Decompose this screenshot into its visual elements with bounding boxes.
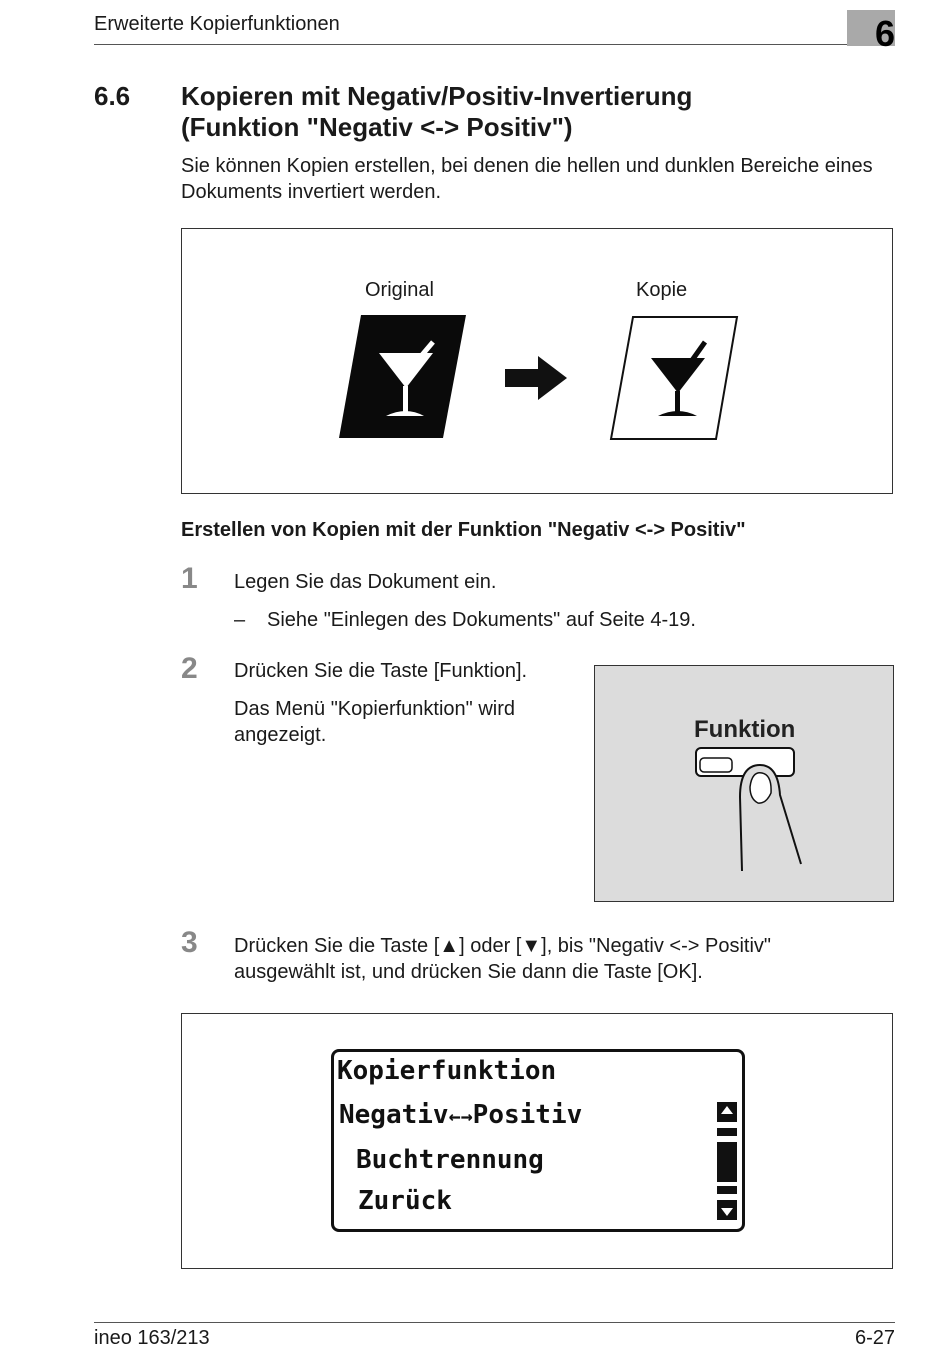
header-rule — [94, 44, 847, 45]
scroll-track-segment — [717, 1186, 737, 1194]
invert-illustration — [181, 228, 893, 494]
section-number: 6.6 — [94, 81, 131, 111]
bullet-dash: – — [234, 609, 246, 631]
function-key-illustration — [594, 665, 894, 902]
footer-model: ineo 163/213 — [94, 1327, 210, 1349]
step-number: 3 — [181, 926, 198, 959]
scroll-thumb — [717, 1142, 737, 1182]
copy-page-icon — [611, 317, 737, 439]
arrow-right-icon — [505, 356, 567, 400]
step-text: Drücken Sie die Taste [Funktion]. — [234, 660, 528, 682]
footer-rule — [94, 1322, 895, 1323]
original-label: Original — [365, 279, 434, 301]
lcd-item-right: Positiv — [472, 1100, 583, 1130]
step-result: Das Menü "Kopierfunktion" wird angezeigt. — [234, 698, 515, 746]
step-text: Legen Sie das Dokument ein. — [234, 571, 497, 593]
function-key-label: Funktion — [694, 716, 796, 743]
lcd-menu-title: Kopierfunktion — [337, 1056, 557, 1086]
lcd-double-arrow-icon: ←→ — [448, 1104, 473, 1128]
step-reference: Siehe "Einlegen des Dokuments" auf Seite 4-19. — [267, 609, 696, 631]
section-title-line2: (Funktion "Negativ <-> Positiv") — [181, 112, 573, 142]
scroll-down-icon — [717, 1200, 737, 1220]
lcd-menu-item: Zurück — [358, 1186, 452, 1216]
lcd-menu-item: Buchtrennung — [356, 1145, 544, 1175]
page-number: 6-27 — [854, 1327, 895, 1349]
original-page-icon — [339, 315, 466, 438]
step-text: Drücken Sie die Taste [▲] oder [▼], bis "Negativ <-> Positiv" ausgewählt ist, und drücken Sie dann die Taste [OK]. — [234, 935, 771, 983]
copy-label: Kopie — [636, 279, 688, 301]
section-title-line1: Kopieren mit Negativ/Positiv-Invertierung — [181, 81, 693, 111]
scroll-up-icon — [717, 1102, 737, 1122]
step-number: 1 — [181, 562, 198, 595]
intro-paragraph: Sie können Kopien erstellen, bei denen die hellen und dunklen Bereiche eines Dokuments invertiert werden. — [181, 155, 873, 203]
lcd-scrollbar — [715, 1100, 739, 1224]
lcd-menu-item-selected — [339, 1100, 582, 1130]
step-number: 2 — [181, 652, 198, 685]
lcd-item-left: Negativ — [339, 1100, 449, 1130]
procedure-heading: Erstellen von Kopien mit der Funktion "Negativ <-> Positiv" — [181, 519, 746, 541]
finger-press-icon — [740, 765, 801, 871]
running-title: Erweiterte Kopierfunktionen — [94, 13, 340, 35]
scroll-track-segment — [717, 1128, 737, 1136]
section-title — [181, 81, 881, 143]
chapter-number: 6 — [874, 13, 895, 54]
